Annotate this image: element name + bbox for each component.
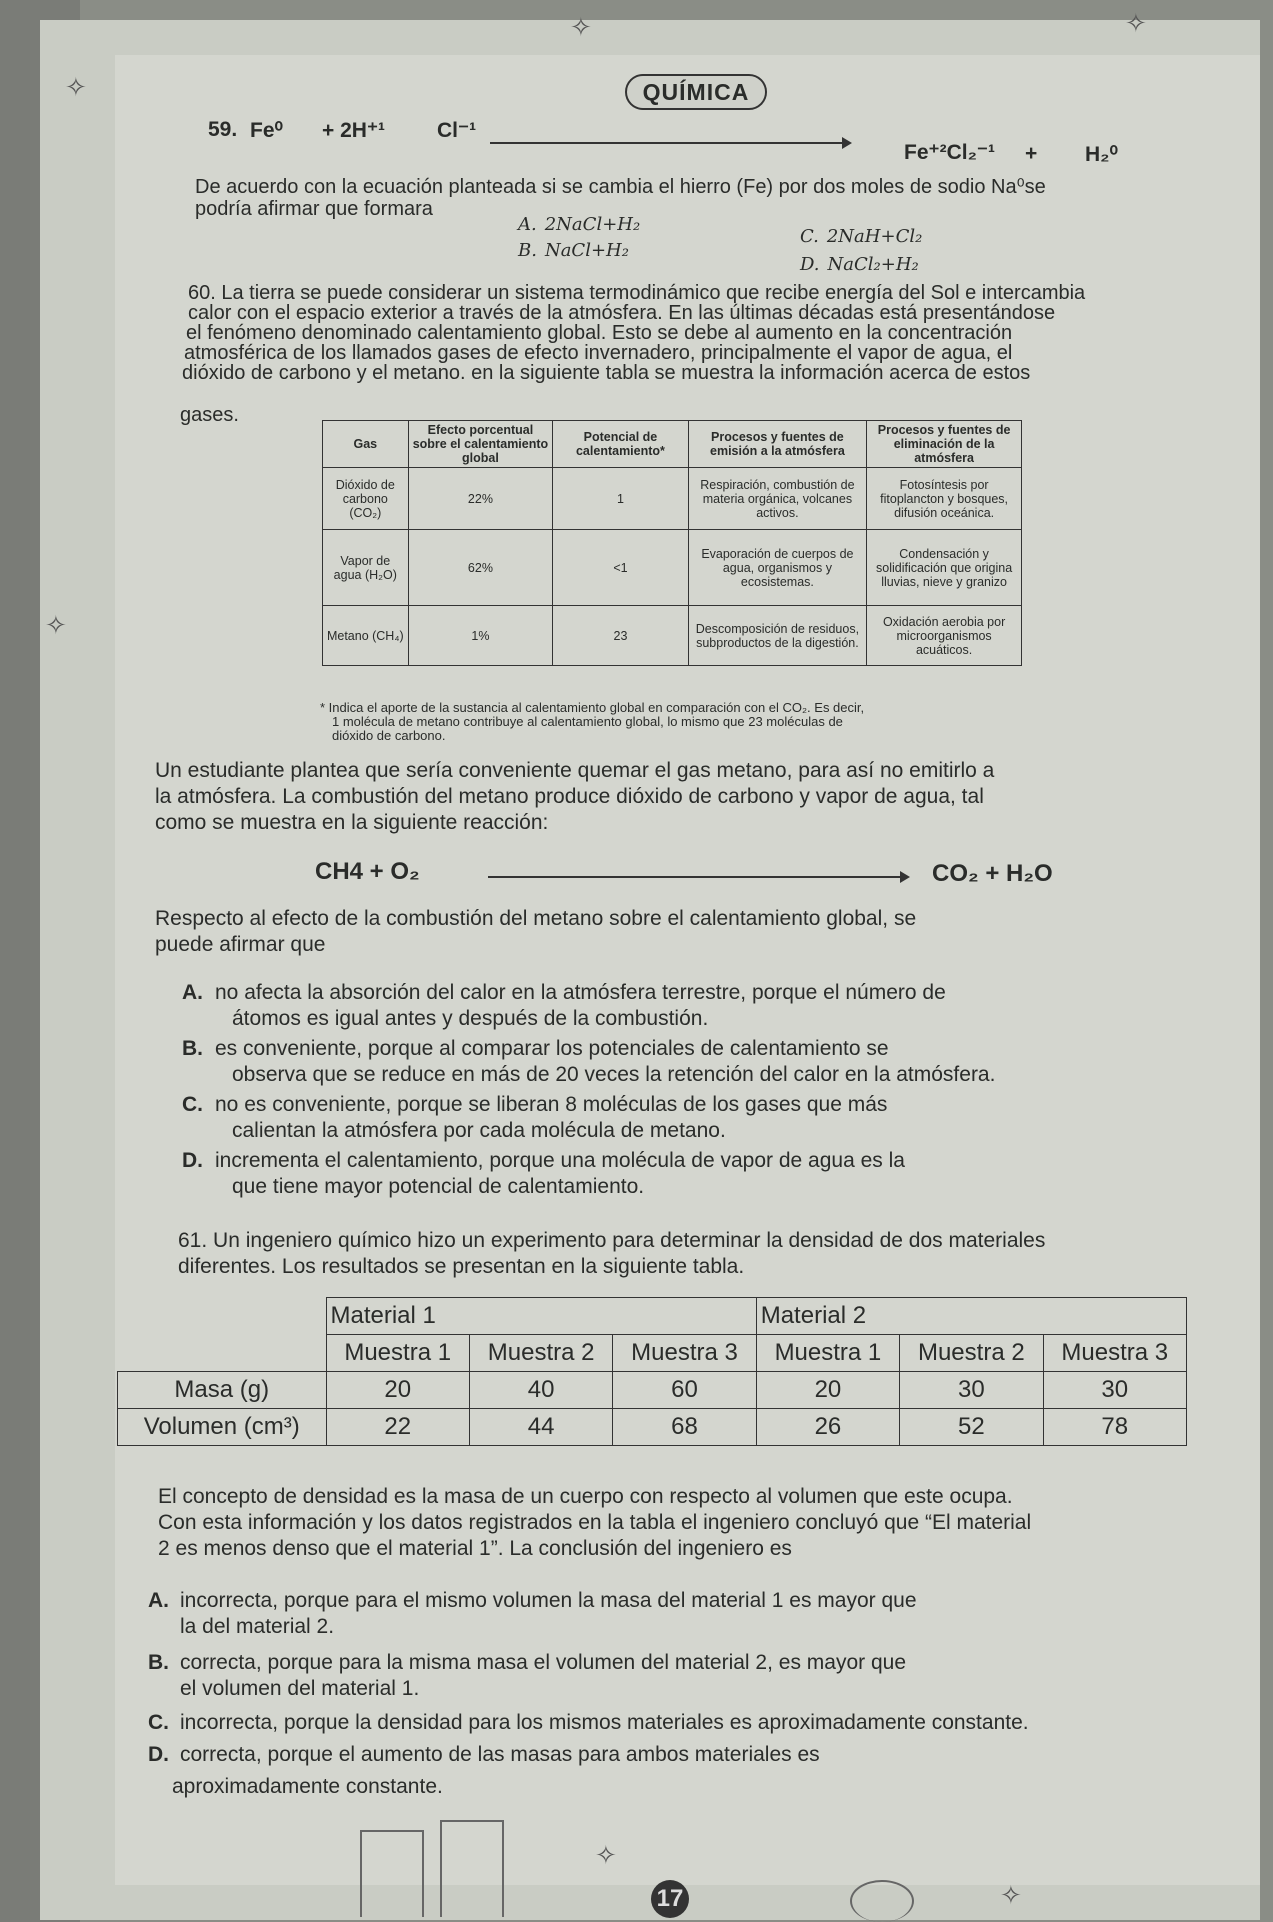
table-cell: 44 <box>469 1409 612 1446</box>
sample-header: Muestra 3 <box>613 1335 756 1372</box>
gases-cell: 1% <box>408 606 553 666</box>
gases-cell: 23 <box>553 606 688 666</box>
gases-cell: Metano (CH₄) <box>323 606 409 666</box>
q60-intro-line: el fenómeno denominado calentamiento global. Esto se debe al aumento en la concentración <box>186 322 1013 344</box>
star-doodle-icon: ✧ <box>65 72 87 102</box>
q60-paragraph-line: la atmósfera. La combustión del metano produce dióxido de carbono y vapor de agua, tal <box>155 785 984 808</box>
sample-header: Muestra 2 <box>900 1335 1043 1372</box>
q61-paragraph-line: El concepto de densidad es la masa de un cuerpo con respecto al volumen que este ocupa. <box>158 1485 1013 1508</box>
q60-question-line: puede afirmar que <box>155 933 326 956</box>
gases-header: Potencial de calentamiento* <box>553 421 688 468</box>
gases-cell: Condensación y solidificación que origina lluvias, nieve y granizo <box>867 530 1022 606</box>
table-row <box>323 530 1022 606</box>
gases-cell: Oxidación aerobia por microorganismos acuáticos. <box>867 606 1022 666</box>
q59-stem-line: podría afirmar que formara <box>195 198 433 220</box>
reaction-products: CO₂ + H₂O <box>932 860 1053 887</box>
q59-option-a[interactable]: A. 2NaCl+H₂ <box>518 214 641 235</box>
table-row <box>323 468 1022 530</box>
gases-header: Gas <box>323 421 409 468</box>
sample-header: Muestra 1 <box>756 1335 899 1372</box>
table-row <box>118 1409 1187 1446</box>
gases-table <box>322 420 1022 666</box>
gases-cell: Dióxido de carbono (CO₂) <box>323 468 409 530</box>
row-label: Volumen (cm³) <box>118 1409 327 1446</box>
gases-header: Efecto porcentual sobre el calentamiento global <box>408 421 553 468</box>
sample-header: Muestra 1 <box>326 1335 469 1372</box>
table-cell: 52 <box>900 1409 1043 1446</box>
gases-cell: Vapor de agua (H₂O) <box>323 530 409 606</box>
table-row <box>323 606 1022 666</box>
table-cell: 30 <box>900 1372 1043 1409</box>
pencil-doodle <box>440 1820 504 1917</box>
star-doodle-icon: ✧ <box>595 1840 617 1870</box>
gases-cell: Descomposición de residuos, subproductos de la digestión. <box>688 606 867 666</box>
table-cell: 68 <box>613 1409 756 1446</box>
table-cell: 26 <box>756 1409 899 1446</box>
row-label: Masa (g) <box>118 1372 327 1409</box>
gases-cell: <1 <box>553 530 688 606</box>
q60-intro-line: 60. La tierra se puede considerar un sistema termodinámico que recibe energía del Sol e intercambia <box>188 282 1086 304</box>
subject-title: QUÍMICA <box>625 74 767 110</box>
star-doodle-icon: ✧ <box>570 12 592 42</box>
gases-cell: Respiración, combustión de materia orgánica, volcanes activos. <box>688 468 867 530</box>
q61-paragraph-line: Con esta información y los datos registrados en la tabla el ingeniero concluyó que “El material <box>158 1511 1032 1534</box>
table-cell: 78 <box>1043 1409 1186 1446</box>
q60-paragraph-line: Un estudiante plantea que sería conveniente quemar el gas metano, para así no emitirlo a <box>155 759 995 782</box>
q60-intro-line: atmosférica de los llamados gases de efecto invernadero, principalmente el vapor de agua, el <box>184 342 1013 364</box>
q59-option-c[interactable]: C. 2NaH+Cl₂ <box>800 226 923 247</box>
gases-cell: 1 <box>553 468 688 530</box>
table-cell: 60 <box>613 1372 756 1409</box>
density-table <box>117 1297 1187 1446</box>
material-header: Material 1 <box>326 1298 756 1335</box>
q59-number: 59. <box>208 118 238 141</box>
table-footnote: * Indica el aporte de la sustancia al calentamiento global en comparación con el CO₂. Es decir, <box>320 700 865 715</box>
q60-intro-line: calor con el espacio exterior a través de la atmósfera. En las últimas décadas está presentándose <box>188 302 1056 324</box>
table-cell: 22 <box>326 1409 469 1446</box>
q59-reactant-h: + 2H⁺¹ <box>322 119 386 142</box>
q59-reactant-fe: Fe⁰ <box>250 119 283 142</box>
q59-stem-line: De acuerdo con la ecuación planteada si se cambia el hierro (Fe) por dos moles de sodio Na⁰se <box>195 176 1046 198</box>
table-cell: 20 <box>326 1372 469 1409</box>
pencil-doodle <box>360 1830 424 1917</box>
q59-product-fecl2: Fe⁺²Cl₂⁻¹ <box>904 141 995 164</box>
sample-header: Muestra 2 <box>469 1335 612 1372</box>
q59-option-b[interactable]: B. NaCl+H₂ <box>518 240 629 261</box>
q60-intro-line: gases. <box>180 404 239 426</box>
q60-question-line: Respecto al efecto de la combustión del metano sobre el calentamiento global, se <box>155 907 917 930</box>
table-footnote: 1 molécula de metano contribuye al calentamiento global, lo mismo que 23 moléculas de <box>332 714 843 729</box>
gases-header: Procesos y fuentes de eliminación de la atmósfera <box>867 421 1022 468</box>
table-row <box>118 1372 1187 1409</box>
table-cell: 20 <box>756 1372 899 1409</box>
gases-cell: Evaporación de cuerpos de agua, organismos y ecosistemas. <box>688 530 867 606</box>
reaction-reactants: CH4 + O₂ <box>315 858 420 885</box>
q61-intro-line: 61. Un ingeniero químico hizo un experimento para determinar la densidad de dos materiales <box>178 1229 1046 1252</box>
table-footnote: dióxido de carbono. <box>332 728 446 743</box>
q61-paragraph-line: 2 es menos denso que el material 1”. La conclusión del ingeniero es <box>158 1537 792 1560</box>
q61-intro-line: diferentes. Los resultados se presentan en la siguiente tabla. <box>178 1255 745 1278</box>
q59-option-d[interactable]: D. NaCl₂+H₂ <box>800 254 919 275</box>
gases-cell: Fotosíntesis por fitoplancton y bosques, difusión oceánica. <box>867 468 1022 530</box>
q59-reactant-cl: Cl⁻¹ <box>437 119 477 142</box>
star-doodle-icon: ✧ <box>1125 8 1147 38</box>
table-cell: 30 <box>1043 1372 1186 1409</box>
q59-product-h2: H₂⁰ <box>1085 143 1118 166</box>
material-header: Material 2 <box>756 1298 1186 1335</box>
star-doodle-icon: ✧ <box>1000 1880 1022 1910</box>
gases-header: Procesos y fuentes de emisión a la atmósfera <box>688 421 867 468</box>
q59-reaction-arrow <box>490 142 850 144</box>
table-cell: 40 <box>469 1372 612 1409</box>
star-doodle-icon: ✧ <box>45 610 67 640</box>
gases-cell: 22% <box>408 468 553 530</box>
q60-paragraph-line: como se muestra en la siguiente reacción: <box>155 811 549 834</box>
reaction-arrow <box>488 876 908 878</box>
gases-cell: 62% <box>408 530 553 606</box>
page-number: 17 <box>651 1880 689 1918</box>
sample-header: Muestra 3 <box>1043 1335 1186 1372</box>
q59-plus: + <box>1025 142 1038 165</box>
circle-doodle <box>850 1880 914 1922</box>
